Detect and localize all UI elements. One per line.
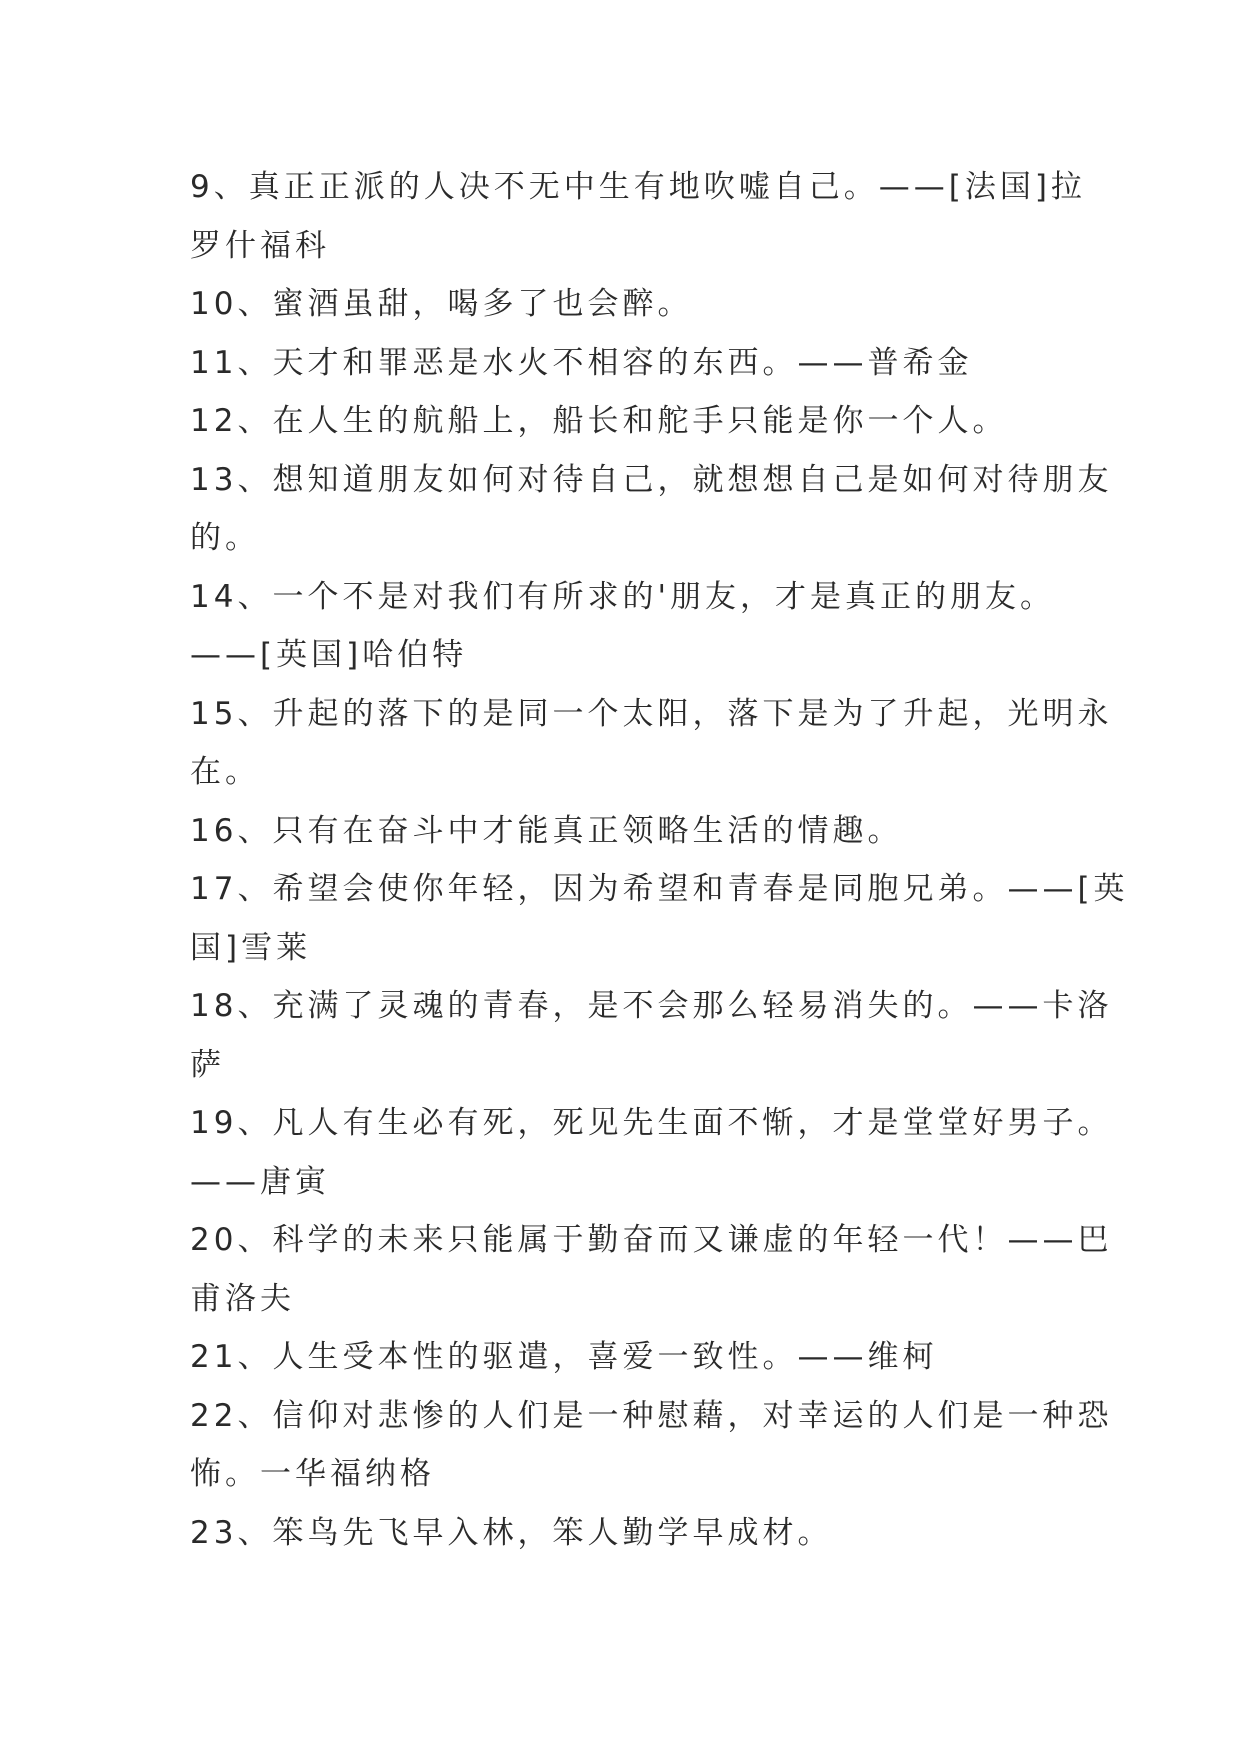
text-line: 20、科学的未来只能属于勤奋而又谦虚的年轻一代！——巴 (190, 1222, 1113, 1258)
text-line: ——唐寅 (190, 1163, 330, 1200)
text-line: 21、人生受本性的驱遣，喜爱一致性。——维柯 (190, 1339, 938, 1375)
text-line: 萨 (190, 1046, 225, 1083)
text-line: 19、凡人有生必有死，死见先生面不惭，才是堂堂好男子。 (190, 1105, 1113, 1141)
text-line: 23、笨鸟先飞早入林，笨人勤学早成材。 (190, 1514, 833, 1551)
text-line: ——[英国]哈伯特 (190, 637, 468, 673)
text-line: 17、希望会使你年轻，因为希望和青春是同胞兄弟。——[英 (190, 871, 1129, 907)
text-line: 22、信仰对悲惨的人们是一种慰藉，对幸运的人们是一种恐 (190, 1397, 1113, 1434)
text-line: 的。 (190, 520, 260, 556)
text-line: 16、只有在奋斗中才能真正领略生活的情趣。 (190, 812, 903, 849)
text-line: 国]雪莱 (190, 929, 312, 966)
quote-text-block (190, 158, 1129, 1562)
text-line: 13、想知道朋友如何对待自己，就想想自己是如何对待朋友 (190, 461, 1113, 498)
text-line: 12、在人生的航船上，船长和舵手只能是你一个人。 (190, 403, 1008, 439)
text-line: 10、蜜酒虽甜，喝多了也会醉。 (190, 286, 693, 322)
text-line: 15、升起的落下的是同一个太阳，落下是为了升起，光明永 (190, 695, 1113, 732)
text-line: 罗什福科 (190, 227, 330, 264)
text-line: 甫洛夫 (190, 1280, 295, 1317)
text-line: 18、充满了灵魂的青春，是不会那么轻易消失的。——卡洛 (190, 988, 1113, 1024)
text-line: 怖。一华福纳格 (190, 1456, 435, 1492)
text-line: 14、一个不是对我们有所求的'朋友，才是真正的朋友。 (190, 578, 1055, 615)
text-line: 11、天才和罪恶是水火不相容的东西。——普希金 (190, 344, 973, 381)
text-line: 在。 (190, 754, 260, 790)
text-line: 9、真正正派的人决不无中生有地吹嘘自己。——[法国]拉 (190, 169, 1086, 205)
